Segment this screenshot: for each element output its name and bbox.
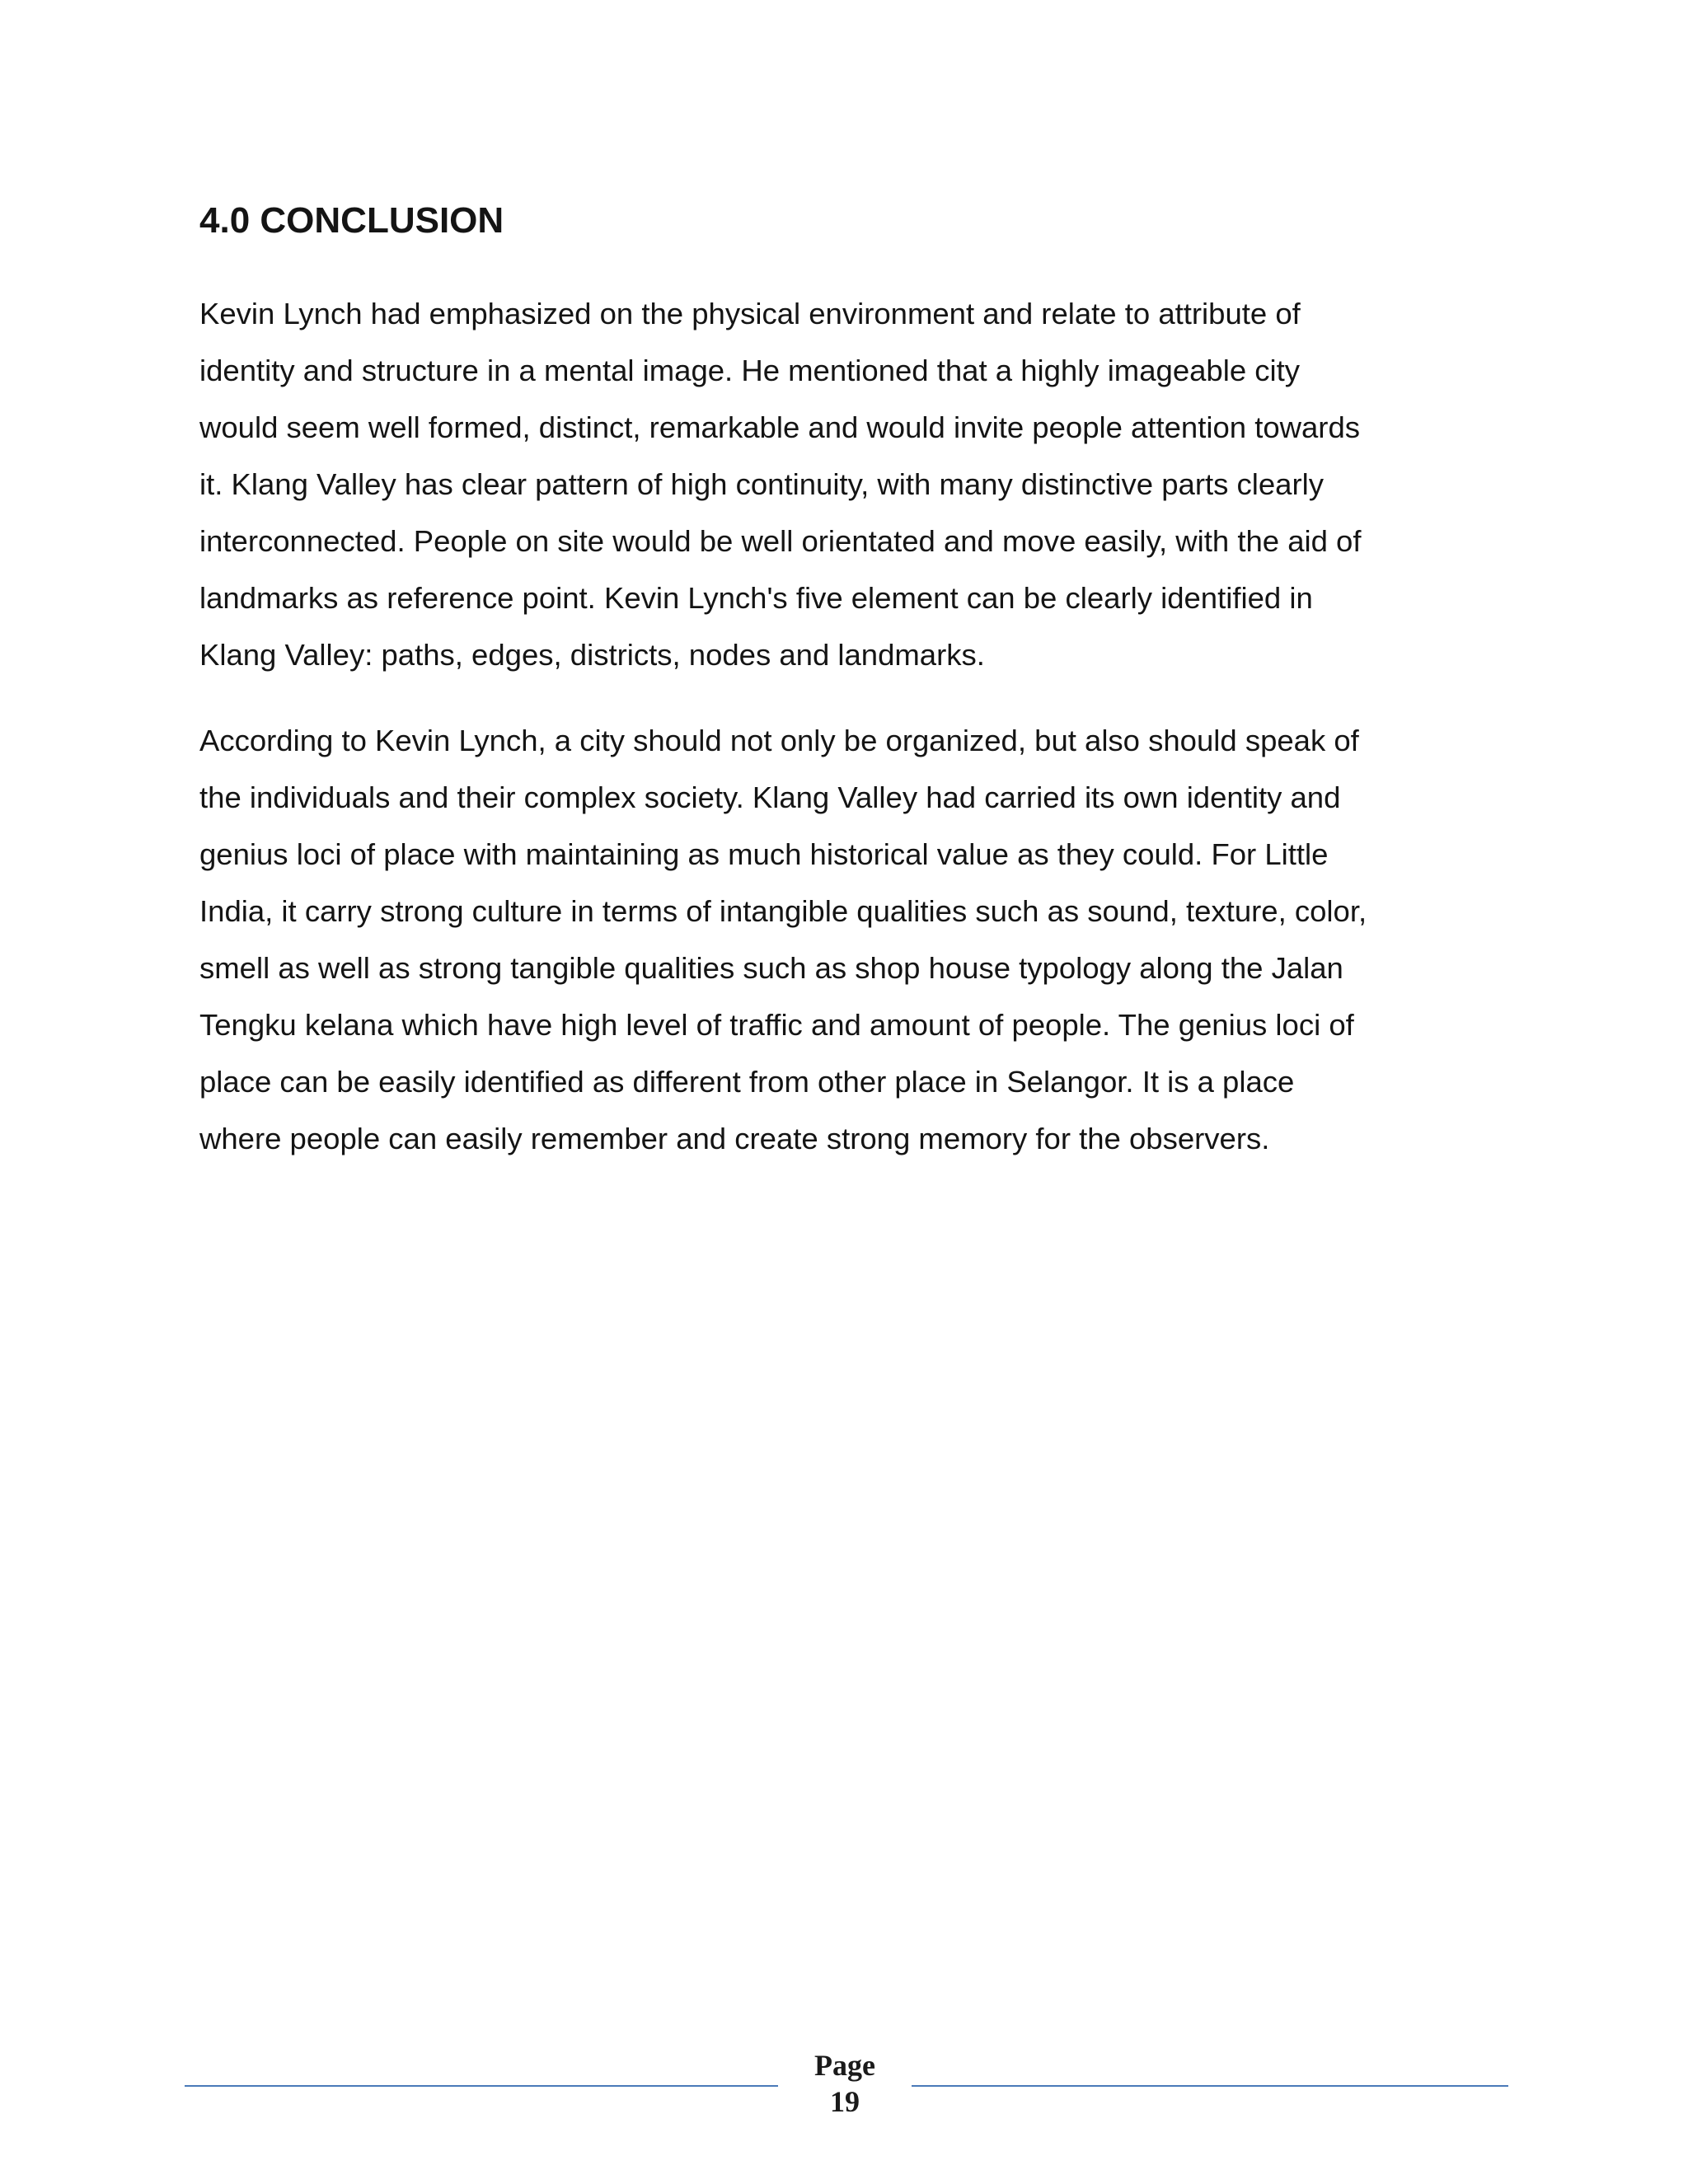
paragraph-line: smell as well as strong tangible qualities such as shop house typology along the Jalan — [199, 951, 1343, 985]
section-heading: 4.0 CONCLUSION — [199, 200, 504, 241]
paragraph-line: Tengku kelana which have high level of traffic and amount of people. The genius loci of — [199, 1008, 1354, 1042]
paragraph-line: place can be easily identified as different from other place in Selangor. It is a place — [199, 1065, 1295, 1099]
conclusion-paragraph-1 — [199, 285, 1502, 683]
paragraph-line: interconnected. People on site would be well orientated and move easily, with the aid of — [199, 524, 1362, 558]
footer-rule-left — [185, 2085, 778, 2087]
paragraph-line: the individuals and their complex society. Klang Valley had carried its own identity and — [199, 780, 1341, 814]
paragraph-line: Kevin Lynch had emphasized on the physical environment and relate to attribute of — [199, 297, 1301, 330]
paragraph-line: it. Klang Valley has clear pattern of high continuity, with many distinctive parts clearly — [199, 467, 1324, 501]
paragraph-line: Klang Valley: paths, edges, districts, nodes and landmarks. — [199, 638, 985, 672]
paragraph-line: identity and structure in a mental image. He mentioned that a highly imageable city — [199, 354, 1301, 387]
paragraph-line: would seem well formed, distinct, remarkable and would invite people attention towards — [199, 410, 1361, 444]
paragraph-line: genius loci of place with maintaining as much historical value as they could. For Little — [199, 837, 1329, 871]
page-word: Page — [814, 2049, 875, 2082]
paragraph-line: India, it carry strong culture in terms of intangible qualities such as sound, texture, color, — [199, 894, 1367, 928]
paragraph-line: where people can easily remember and create strong memory for the observers. — [199, 1122, 1270, 1155]
page-number: 19 — [830, 2085, 860, 2118]
page-number-label — [781, 2047, 908, 2120]
paragraph-line: landmarks as reference point. Kevin Lynch's five element can be clearly identified in — [199, 581, 1313, 615]
conclusion-paragraph-2 — [199, 712, 1502, 1167]
paragraph-line: According to Kevin Lynch, a city should not only be organized, but also should speak of — [199, 724, 1359, 757]
footer-rule-right — [912, 2085, 1508, 2087]
